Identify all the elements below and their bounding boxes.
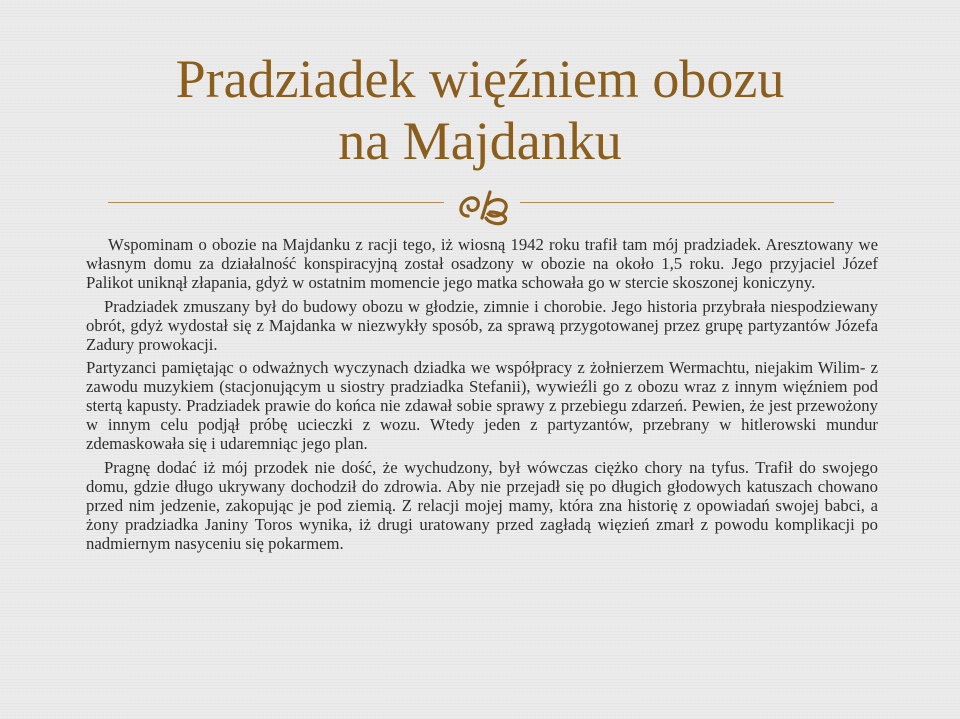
divider-rule-left	[108, 202, 444, 203]
paragraph-3: Partyzanci pamiętając o odważnych wyczynach dziadka we współpracy z żołnierzem Wermachtu, niejakim Wilim- z zawodu muzykiem (stacjonującym u siostry pradziadka Stefanii), wywieźli go z obozu wraz z innym więźniem pod stertą kapusty. Pradziadek prawie do końca nie zdawał sobie sprawy z przebiegu zdarzeń. Pewien, że jest przewożony w innym celu podjął próbę ucieczki z wozu. Wtedy jeden z partyzantów, przebrany w hitlerowski mundur zdemaskowała się i udaremniąc jego plan.	[86, 358, 878, 454]
slide-title-line-1: Pradziadek więźniem obozu	[175, 49, 785, 109]
divider-rule-right	[520, 202, 834, 203]
paragraph-4: Pragnę dodać iż mój przodek nie dość, że wychudzony, był wówczas ciężko chory na tyfus. Trafił do swojego domu, gdzie długo ukrywany dochodził do zdrowia. Aby nie przejadł się po długich głodowych katuszach chowano przed nim jedzenie, zakopując je pod ziemią. Z relacji mojej mamy, która zna historię z opowiadań swojej babci, a żony pradziadka Janiny Toros wynika, iż drugi uratowany przed zagładą więzień zmarł z powodu komplikacji po nadmiernym nasyceniu się pokarmem.	[86, 457, 878, 553]
swash-ornament-icon-svg	[454, 182, 514, 226]
slide-body	[86, 236, 878, 559]
title-divider	[108, 178, 834, 228]
slide-title	[100, 48, 860, 172]
paragraph-1: Wspominam o obozie na Majdanku z racji tego, iż wiosną 1942 roku trafił tam mój pradziadek. Aresztowany we własnym domu za działalność konspiracyjną został osadzony w obozie na około 1,5 roku. Jego przyjaciel Józef Palikot uniknął złapania, gdyż w ostatnim momencie jego matka schowała go w stercie skoszonej koniczyny.	[86, 235, 878, 292]
swash-ornament-icon	[454, 182, 514, 226]
paragraph-2: Pradziadek zmuszany był do budowy obozu w głodzie, zimnie i chorobie. Jego historia przybrała niespodziewany obrót, gdyż wydostał się z Majdanka w niezwykły sposób, za sprawą przygotowanej przez grupę partyzantów Józefa Zadury prowokacji.	[86, 296, 878, 354]
slide-title-line-2: na Majdanku	[338, 111, 622, 171]
